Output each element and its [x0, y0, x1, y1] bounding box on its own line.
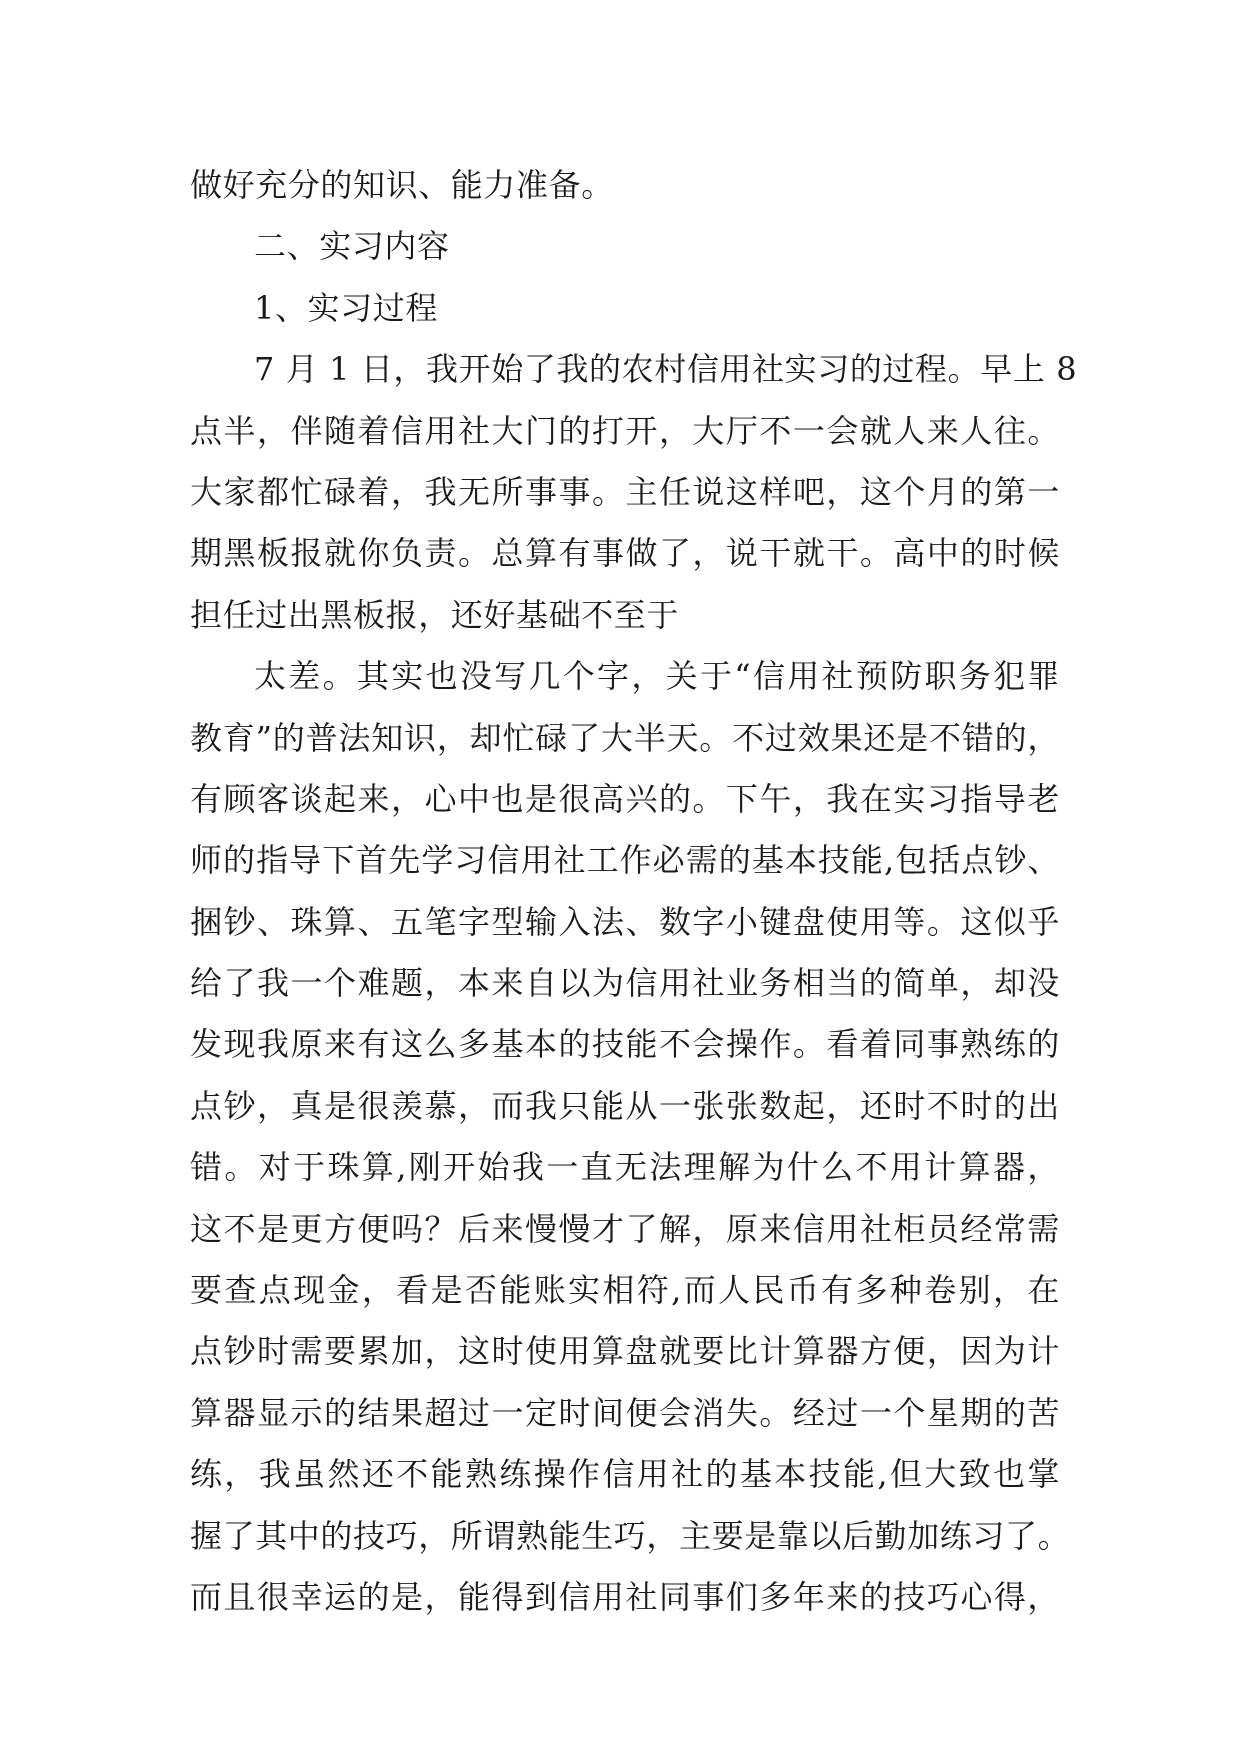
text-line: 期黑板报就你负责。总算有事做了，说干就干。高中的时候 — [190, 534, 1060, 573]
text-line: 7 月 1 日，我开始了我的农村信用社实习的过程。早上 8 — [254, 350, 1078, 389]
text-line: 捆钞、珠算、五笔字型输入法、数字小键盘使用等。这似乎 — [190, 902, 1060, 941]
text-line: 太差。其实也没写几个字，关于“信用社预防职务犯罪 — [254, 657, 1060, 696]
document-body — [190, 155, 1078, 1628]
text-line: 算器显示的结果超过一定时间便会消失。经过一个星期的苦 — [190, 1393, 1060, 1432]
text-line: 二、实习内容 — [254, 227, 450, 266]
text-line: 师的指导下首先学习信用社工作必需的基本技能,包括点钞、 — [190, 841, 1060, 880]
text-line: 有顾客谈起来，心中也是很高兴的。下午，我在实习指导老 — [190, 779, 1060, 818]
text-line: 点半，伴随着信用社大门的打开，大厅不一会就人来人往。 — [190, 411, 1060, 450]
text-line: 而且很幸运的是，能得到信用社同事们多年来的技巧心得， — [190, 1577, 1060, 1616]
text-line: 点钞，真是很羡慕，而我只能从一张张数起，还时不时的出 — [190, 1086, 1060, 1125]
text-line: 发现我原来有这么多基本的技能不会操作。看着同事熟练的 — [190, 1025, 1060, 1064]
text-line: 做好充分的知识、能力准备。 — [190, 166, 614, 204]
text-line: 握了其中的技巧，所谓熟能生巧，主要是靠以后勤加练习了。 — [190, 1516, 1071, 1555]
text-line: 担任过出黑板报，还好基础不至于 — [190, 595, 680, 634]
text-line: 1、实习过程 — [254, 288, 438, 327]
text-line: 给了我一个难题，本来自以为信用社业务相当的简单，却没 — [190, 964, 1060, 1003]
text-line: 教育”的普法知识，却忙碌了大半天。不过效果还是不错的， — [190, 718, 1060, 757]
text-line: 点钞时需要累加，这时使用算盘就要比计算器方便，因为计 — [190, 1332, 1060, 1371]
text-line: 练，我虽然还不能熟练操作信用社的基本技能,但大致也掌 — [190, 1455, 1060, 1494]
text-line: 这不是更方便吗？后来慢慢才了解，原来信用社柜员经常需 — [190, 1209, 1060, 1248]
text-line: 错。对于珠算,刚开始我一直无法理解为什么不用计算器， — [190, 1148, 1060, 1187]
text-line: 要查点现金，看是否能账实相符,而人民币有多种卷别，在 — [190, 1271, 1060, 1310]
text-line: 大家都忙碌着，我无所事事。主任说这样吧，这个月的第一 — [190, 472, 1060, 511]
